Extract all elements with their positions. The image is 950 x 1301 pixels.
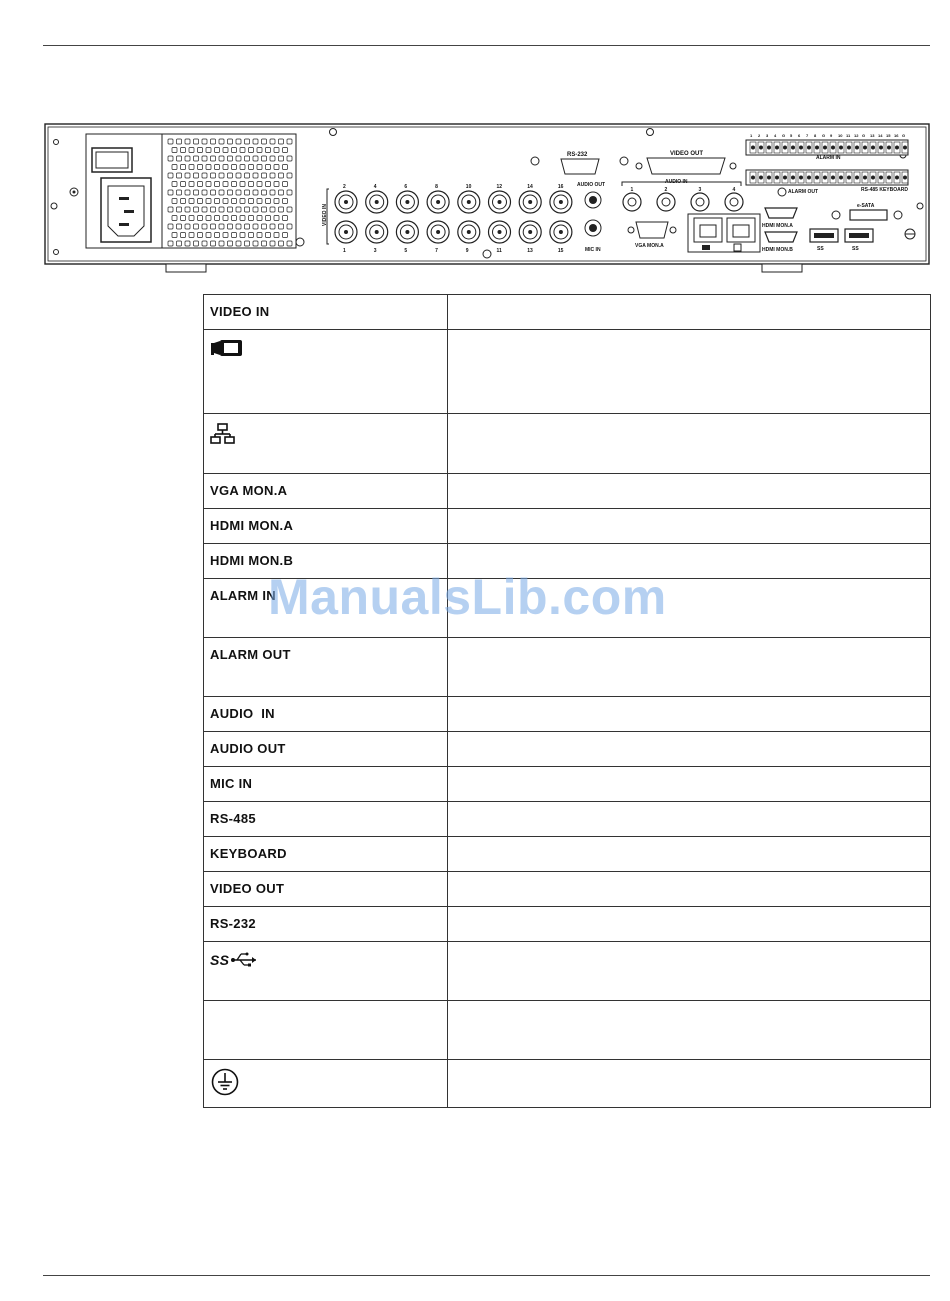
- panel-esata-label: e-SATA: [857, 203, 875, 209]
- row-label: AUDIO OUT: [204, 732, 448, 767]
- panel-hdmi-a-label: HDMI MON.A: [762, 223, 793, 229]
- bnc-number: 16: [557, 184, 564, 190]
- bnc-number: 7: [435, 248, 438, 254]
- table-row: [204, 544, 931, 579]
- row-description: [448, 509, 931, 544]
- table-row: [204, 414, 931, 474]
- table-row: [204, 474, 931, 509]
- row-label: RS-232: [204, 907, 448, 942]
- row-label-text: AUDIO IN: [210, 706, 275, 721]
- alarm-terminal-number: 15: [886, 133, 891, 138]
- row-description: [448, 579, 931, 638]
- alarm-terminal-number: 8: [814, 133, 817, 138]
- footer-rule: [43, 1275, 930, 1276]
- table-row: [204, 638, 931, 697]
- network-icon: [210, 423, 236, 448]
- bnc-number: 12: [496, 184, 503, 190]
- row-description: [448, 732, 931, 767]
- panel-usb1-label: SS: [817, 246, 824, 252]
- alarm-terminal-number: 6: [798, 133, 801, 138]
- audio-in-number: 4: [732, 187, 736, 193]
- alarm-terminal-number: 7: [806, 133, 809, 138]
- alarm-terminal-number: G: [822, 133, 826, 138]
- table-row: [204, 330, 931, 414]
- bnc-number: 1: [343, 248, 346, 254]
- row-label: VGA MON.A: [204, 474, 448, 509]
- row-label: KEYBOARD: [204, 837, 448, 872]
- audio-in-number: 3: [698, 187, 702, 193]
- row-description: [448, 872, 931, 907]
- table-row: [204, 837, 931, 872]
- bnc-number: 6: [404, 184, 408, 190]
- bnc-number: 15: [557, 248, 564, 254]
- panel-video-in-label: VIDEO IN: [322, 204, 328, 226]
- table-row: [204, 579, 931, 638]
- row-label: RS-485: [204, 802, 448, 837]
- ground-icon: [210, 1067, 240, 1100]
- alarm-terminal-number: 16: [894, 133, 899, 138]
- row-label: VIDEO OUT: [204, 872, 448, 907]
- row-description: [448, 544, 931, 579]
- table-row: [204, 509, 931, 544]
- table-row: [204, 907, 931, 942]
- panel-alarm-out-label: ALARM OUT: [788, 189, 818, 195]
- alarm-terminal-number: 4: [774, 133, 777, 138]
- row-label: HDMI MON.A: [204, 509, 448, 544]
- row-description: [448, 1060, 931, 1108]
- row-description: [448, 907, 931, 942]
- alarm-terminal-number: 10: [838, 133, 843, 138]
- row-label: [204, 1001, 448, 1060]
- bnc-number: 3: [373, 248, 377, 254]
- row-description: [448, 330, 931, 414]
- row-description: [448, 942, 931, 1001]
- alarm-terminal-number: 5: [790, 133, 793, 138]
- alarm-terminal-number: 11: [846, 133, 851, 138]
- table-row: [204, 1001, 931, 1060]
- alarm-terminal-number: 9: [830, 133, 833, 138]
- table-row: [204, 697, 931, 732]
- watermark: ManualsLib.com: [268, 569, 667, 625]
- row-label: [204, 1060, 448, 1108]
- alarm-terminal-number: 3: [766, 133, 769, 138]
- panel-mic-in-label: MIC IN: [585, 247, 601, 253]
- panel-audio-out-label: AUDIO OUT: [577, 182, 606, 188]
- alarm-terminal-number: 12: [854, 133, 859, 138]
- audio-in-number: 1: [630, 187, 634, 193]
- table-row: [204, 872, 931, 907]
- bnc-number: 11: [496, 248, 502, 254]
- bnc-number: 9: [465, 248, 469, 254]
- table-row: [204, 1060, 931, 1108]
- alarm-terminal-number: 2: [758, 133, 761, 138]
- table-row: [204, 942, 931, 1001]
- panel-vga-label: VGA MON.A: [635, 243, 664, 249]
- panel-audio-in-label: AUDIO IN: [665, 179, 688, 185]
- row-label: ALARM IN: [204, 579, 448, 638]
- table-row: [204, 802, 931, 837]
- audio-in-number: 2: [664, 187, 668, 193]
- alarm-terminal-number: G: [782, 133, 786, 138]
- table-row: [204, 732, 931, 767]
- row-description: [448, 295, 931, 330]
- row-description: [448, 697, 931, 732]
- alarm-terminal-number: G: [902, 133, 906, 138]
- row-label: [204, 414, 448, 474]
- panel-rs485-keyboard-label: RS-485 KEYBOARD: [861, 187, 908, 193]
- panel-video-out-label: VIDEO OUT: [670, 151, 704, 157]
- row-label: HDMI MON.B: [204, 544, 448, 579]
- header-rule: [43, 45, 930, 46]
- row-description: [448, 638, 931, 697]
- panel-rs232-label: RS-232: [567, 152, 588, 158]
- row-label: MIC IN: [204, 767, 448, 802]
- row-label: ALARM OUT: [204, 638, 448, 697]
- monitor-port-icon: [210, 339, 244, 360]
- row-description: [448, 1001, 931, 1060]
- bnc-number: 13: [527, 248, 533, 254]
- alarm-terminal-number: G: [862, 133, 866, 138]
- svg-text:SS: SS: [210, 952, 230, 968]
- row-label: [204, 942, 448, 1001]
- alarm-terminal-number: 14: [878, 133, 883, 138]
- panel-alarm-in-label: ALARM IN: [816, 155, 841, 161]
- bnc-number: 8: [435, 184, 438, 190]
- row-label: VIDEO IN: [204, 295, 448, 330]
- rear-panel-diagram: [44, 122, 930, 274]
- row-description: [448, 837, 931, 872]
- bnc-number: 14: [527, 184, 533, 190]
- row-description: [448, 802, 931, 837]
- alarm-terminal-number: 13: [870, 133, 875, 138]
- bnc-number: 4: [373, 184, 377, 190]
- table-row: [204, 295, 931, 330]
- panel-usb2-label: SS: [852, 246, 859, 252]
- row-description: [448, 767, 931, 802]
- bnc-number: 10: [465, 184, 472, 190]
- bnc-number: 2: [343, 184, 346, 190]
- row-label: [204, 330, 448, 414]
- row-description: [448, 474, 931, 509]
- bnc-number: 5: [404, 248, 408, 254]
- usb3-icon: [210, 951, 260, 972]
- alarm-terminal-number: 1: [750, 133, 753, 138]
- connector-table: [203, 294, 931, 1108]
- row-label: [204, 697, 448, 732]
- table-row: [204, 767, 931, 802]
- panel-hdmi-b-label: HDMI MON.B: [762, 247, 793, 253]
- row-description: [448, 414, 931, 474]
